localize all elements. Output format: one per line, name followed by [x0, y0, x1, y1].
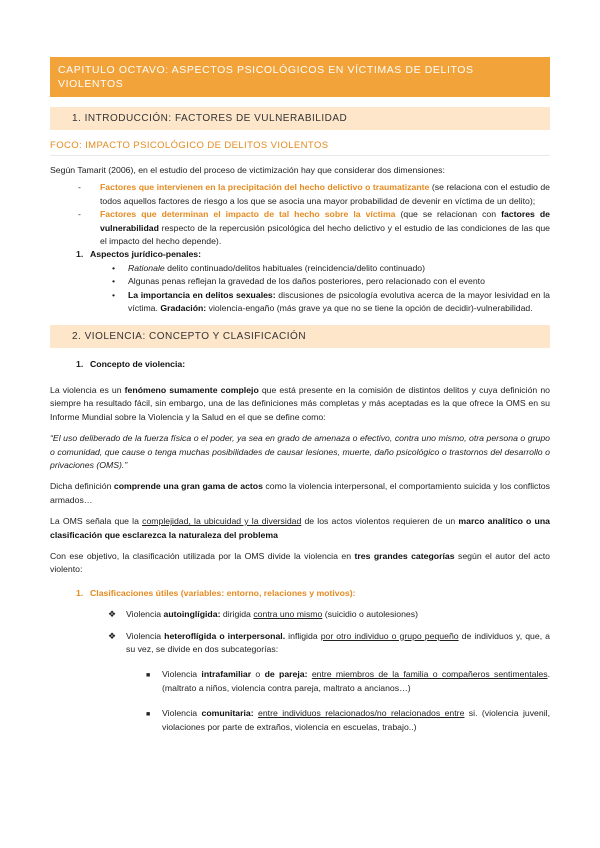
diamond-item-autoinfligida: ❖ Violencia autoinglígida: dirigida contra uno mismo (suicidio o autolesiones) — [50, 608, 550, 621]
list-item-factor-1: - Factores que intervienen en la precipitación del hecho delictivo o traumatizante (se relaciona con el estudio de todos aquellos factores de riesgo a los que se asocia una mayor probabilidad de devenir en víctima de un delito); — [50, 181, 550, 208]
dot-bullet: • — [112, 289, 116, 300]
paragraph-categorias: Con ese objetivo, la clasificación utilizada por la OMS divide la violencia en tres grandes categorías según el autor del acto violento: — [50, 550, 550, 575]
document-page — [50, 57, 550, 734]
factor-1-title: Factores que intervienen en la precipitación del hecho delictivo o traumatizante — [100, 182, 430, 193]
square-item-comunitaria: ■ Violencia comunitaria: entre individuos relacionados/no relacionados entre si. (violencia juvenil, violaciones por parte de extraños, violencia en escuelas, trabajo..) — [50, 707, 550, 734]
section-heading-introduccion: 1. INTRODUCCIÓN: FACTORES DE VULNERABILIDAD — [50, 107, 550, 130]
diamond-bullet-icon: ❖ — [108, 609, 117, 620]
numbered-item-clasificaciones: 1. Clasificaciones útiles (variables: entorno, relaciones y motivos): — [76, 587, 356, 598]
factor-2-title: Factores que determinan el impacto de tal hecho sobre la víctima — [100, 209, 396, 220]
list-item-factor-2: - Factores que determinan el impacto de tal hecho sobre la víctima (que se relacionan con factores de vulnerabilidad respecto de la repercusión psicológica del hecho delictivo y el estudio de las condiciones de las que el impacto del hecho depende). — [50, 208, 550, 248]
bullet-item-penas: • Algunas penas reflejan la gravedad de los daños posteriores, pero relacionado con el evento — [50, 275, 550, 288]
dot-bullet: • — [112, 276, 116, 287]
intro-paragraph: Según Tamarit (2006), en el estudio del proceso de victimización hay que considerar dos dimensiones: — [50, 165, 445, 175]
foco-heading: FOCO: IMPACTO PSICOLÓGICO DE DELITOS VIOLENTOS — [50, 140, 550, 156]
diamond-item-interpersonal: ❖ Violencia heteroflígida o interpersonal. infligida por otro individuo o grupo pequeño de individuos y, que, a su vez, se divide en dos subcategorías: — [50, 630, 550, 657]
paragraph-fenomeno: La violencia es un fenómeno sumamente complejo que está presente en la comisión de distintos delitos y cuya definición no siempre ha resultado fácil, sin embargo, una de las definiciones más completas y más aceptadas es la que ofrece la OMS en su Informe Mundial sobre la Violencia y la Salud en el que se define como: — [50, 384, 550, 422]
square-item-intrafamiliar: ■ Violencia intrafamiliar o de pareja: entre miembros de la familia o compañeros sentimentales. (maltrato a niños, violencia contra pareja, maltrato a ancianos…) — [50, 668, 550, 695]
dash-bullet: - — [78, 209, 81, 220]
numbered-item-concepto: 1. Concepto de violencia: — [76, 359, 186, 370]
bullet-item-delitos-sexuales: • La importancia en delitos sexuales: discusiones de psicología evolutiva acerca de la mayor lesividad en la víctima. Gradación: violencia-engaño (más grave ya que no se tiene la opción de decidir)-vulnerabilidad. — [50, 289, 550, 316]
quote-oms: “El uso deliberado de la fuerza física o el poder, ya sea en grado de amenaza o efectivo, contra uno mismo, otra persona o grupo o comunidad, que cause o tenga muchas posibilidades de causar lesiones, muerte, daño psicológico o trastornos del desarrollo o privaciones (OMS).” — [50, 433, 550, 470]
diamond-bullet-icon: ❖ — [108, 630, 117, 641]
square-bullet-icon: ■ — [146, 672, 151, 680]
square-bullet-icon: ■ — [146, 711, 151, 719]
paragraph-oms: La OMS señala que la complejidad, la ubicuidad y la diversidad de los actos violentos requieren de un marco analítico o una clasificación que esclarezca la naturaleza del problema — [50, 516, 550, 540]
dot-bullet: • — [112, 262, 116, 273]
bullet-item-rationale: • Rationale delito continuado/delitos habituales (reincidencia/delito continuado) — [50, 262, 550, 275]
numbered-item-aspectos: 1. Aspectos jurídico-penales: — [76, 249, 202, 260]
chapter-title: CAPITULO OCTAVO: ASPECTOS PSICOLÓGICOS EN VÍCTIMAS DE DELITOS VIOLENTOS — [50, 57, 550, 97]
section-heading-violencia: 2. VIOLENCIA: CONCEPTO Y CLASIFICACIÓN — [50, 325, 550, 348]
dash-bullet: - — [78, 182, 81, 193]
paragraph-definicion: Dicha definición comprende una gran gama de actos como la violencia interpersonal, el comportamiento suicida y los conflictos armados… — [50, 481, 550, 505]
